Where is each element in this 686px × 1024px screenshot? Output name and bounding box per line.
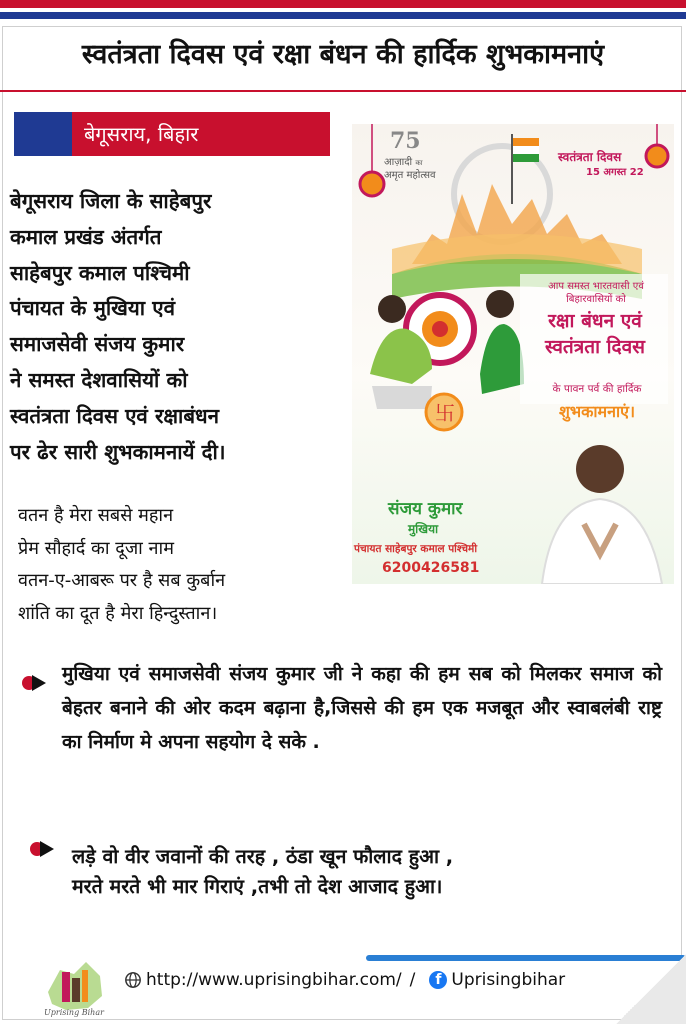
poem xyxy=(18,500,348,630)
page-title: स्वतंत्रता दिवस एवं रक्षा बंधन की हार्दिक शुभकामनाएं xyxy=(81,39,605,70)
azadi-logo-line2: अमृत महोत्सव xyxy=(384,170,436,181)
poem-line: वतन-ए-आबरू पर है सब कुर्बान xyxy=(18,570,226,591)
intro-line: पंचायत के मुखिया एवं xyxy=(10,296,175,321)
azadi-logo-line1: आज़ादी का xyxy=(384,157,423,168)
footer-separator: / xyxy=(409,970,416,990)
location-tag: बेगूसराय, बिहार xyxy=(72,112,330,156)
bullet-arrow-icon xyxy=(40,841,54,857)
poem-line: वतन है मेरा सबसे महान xyxy=(18,505,174,526)
poster-date: 15 अगस्त 22 xyxy=(586,167,644,178)
intro-line: ने समस्त देशवासियों को xyxy=(10,367,188,392)
intro-line: साहेबपुर कमाल पश्चिमी xyxy=(10,260,190,285)
footer-corner-decoration xyxy=(616,954,686,1024)
website-link[interactable]: http://www.uprisingbihar.com/ xyxy=(146,970,402,990)
poster-phone: 6200426581 xyxy=(382,560,480,576)
intro-line: समाजसेवी संजय कुमार xyxy=(10,332,185,357)
svg-text:卐: 卐 xyxy=(435,401,455,425)
poem-line: शांति का दूत है मेरा हिन्दुस्तान। xyxy=(18,602,218,624)
intro-line: कमाल प्रखंड अंतर्गत xyxy=(10,224,162,249)
poster-date-title: स्वतंत्रता दिवस xyxy=(558,150,622,164)
intro-line: बेगूसराय जिला के साहेबपुर xyxy=(10,189,212,213)
top-red-stripe xyxy=(0,0,686,8)
footer-links xyxy=(124,970,565,990)
uprising-bihar-logo xyxy=(40,952,110,1016)
poster-name: संजय कुमार xyxy=(388,499,463,519)
poem-line: प्रेम सौहार्द का दूजा नाम xyxy=(18,537,174,559)
quote-paragraph xyxy=(72,842,672,902)
bullet-arrow-icon xyxy=(32,675,46,691)
globe-icon xyxy=(124,971,142,989)
intro-line: स्वतंत्रता दिवस एवं रक्षाबंधन xyxy=(10,403,220,428)
poster-festival-line: के पावन पर्व की हार्दिक xyxy=(552,383,642,395)
poster-designation: मुखिया xyxy=(408,522,439,536)
poster-greeting-small: आप समस्त भारतवासी एवं बिहारवासियों को xyxy=(548,281,644,305)
azadi-logo-number: 75 xyxy=(390,128,421,154)
poster-panchayat: पंचायत साहेबपुर कमाल पश्चिमी xyxy=(354,543,478,555)
facebook-icon: f xyxy=(429,971,447,989)
poster-big-title: रक्षा बंधन एवं स्वतंत्रता दिवस xyxy=(544,310,646,358)
location-tag-accent xyxy=(14,112,72,156)
logo-caption: Uprising Bihar xyxy=(44,1008,104,1017)
intro-line: पर ढेर सारी शुभकामनायें दी। xyxy=(10,439,226,464)
top-blue-stripe xyxy=(0,12,686,19)
poster-wishes: शुभकामनाएं। xyxy=(558,402,636,421)
festival-poster xyxy=(352,124,674,584)
quote-line: मरते मरते भी मार गिराएं ,तभी तो देश आजाद हुआ। xyxy=(72,875,443,898)
statement-paragraph: मुखिया एवं समाजसेवी संजय कुमार जी ने कहा की हम सब को मिलकर समाज को बेहतर बनाने की ओर कदम बढ़ाना है,जिससे की हम एक मजबूत और स्वाबलंबी राष्ट्र का निर्माण मे अपना सहयोग दे सके . xyxy=(62,663,662,753)
intro-text xyxy=(10,184,326,470)
facebook-link[interactable]: Uprisingbihar xyxy=(451,970,566,990)
title-divider xyxy=(0,90,686,92)
quote-line: लड़े वो वीर जवानों की तरह , ठंडा खून फौलाद हुआ , xyxy=(72,845,454,868)
